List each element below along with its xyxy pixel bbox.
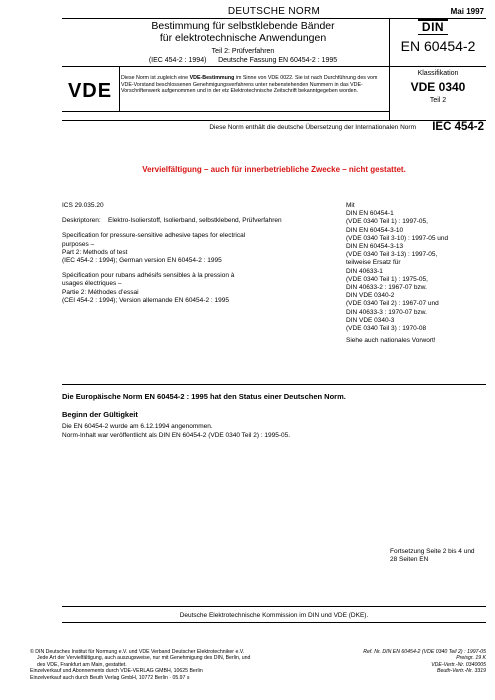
footer-line: des VDE, Frankfurt am Main, gestattet. xyxy=(37,661,127,668)
title-part: Teil 2: Prüfverfahren xyxy=(211,48,275,55)
section-divider xyxy=(62,384,486,385)
footer-line: © DIN Deutsches Institut für Normung e.V. und VDE Verband Deutscher Elektrotechniker e.V. xyxy=(30,649,245,655)
footer-ref-line: Ref. Nr. DIN EN 60454-2 (VDE 0340 Teil 2) : 1997-05 xyxy=(363,649,486,655)
validity-section xyxy=(62,410,486,440)
vde-logo-text: VDE xyxy=(67,80,113,102)
title-line-2: für elektrotechnische Anwendungen xyxy=(159,32,327,44)
replacement-line: (VDE 0340 Teil 1) : 1997-05, xyxy=(346,218,428,226)
continuation-note xyxy=(390,548,486,564)
replacement-line: DIN EN 60454-3-13 xyxy=(346,243,404,251)
french-title-line: usages électriques – xyxy=(62,280,122,288)
validity-line-1: Die EN 60454-2 wurde am 6.12.1994 angenommen. xyxy=(62,423,213,430)
national-foreword-note: Siehe auch nationales Vorwort! xyxy=(346,337,436,345)
din-logo xyxy=(418,20,448,34)
copyright-footer xyxy=(30,649,320,681)
replacement-line: (VDE 0340 Teil 1) : 1975-05, xyxy=(346,275,428,283)
notice-bold: VDE-Bestimmung xyxy=(189,75,235,81)
french-title xyxy=(62,272,334,305)
french-title-line: Spécification pour rubans adhésifs sensibles à la pression à xyxy=(62,272,235,280)
footer-ref-line: VDE-Vertr.-Nr. 0340005 xyxy=(431,661,486,668)
document-number: EN 60454-2 xyxy=(400,38,476,54)
norm-type-label: DEUTSCHE NORM xyxy=(227,6,321,17)
english-title-line: Specification for pressure-sensitive adhesive tapes for electrical xyxy=(62,232,246,240)
classification-number: VDE 0340 xyxy=(410,80,466,94)
replacement-line: DIN VDE 0340-2 xyxy=(346,292,395,300)
descriptors-value: Elektro-Isolierstoff, Isolierband, selbstklebend, Prüfverfahren xyxy=(108,217,282,225)
header-divider-left xyxy=(119,66,120,111)
header-divider-mid xyxy=(62,66,486,67)
replacement-line: Mit xyxy=(346,202,355,209)
english-title-line: Part 2: Methods of test xyxy=(62,248,128,256)
replacement-line: DIN 40633-1 xyxy=(346,267,383,275)
commission-bottom-rule xyxy=(62,622,486,623)
din-logo-text: DIN xyxy=(421,20,445,34)
english-title xyxy=(62,232,334,265)
commission-top-rule xyxy=(62,606,486,607)
footer-line: Jede Art der Vervielfältigung, auch auszugsweise, nur mit Genehmigung des DIN, Berlin, und xyxy=(37,655,251,662)
din-logo-bottom-bar xyxy=(418,34,448,36)
replacement-info xyxy=(346,202,486,345)
continuation-line-1: Fortsetzung Seite 2 bis 4 und xyxy=(390,548,475,555)
validity-line-2: Norm-Inhalt war veröffentlicht als DIN EN 60454-2 (VDE 0340 Teil 2) : 1995-05. xyxy=(62,432,291,439)
classification-label: Klassifikation xyxy=(417,70,459,77)
classification-teil: Teil 2 xyxy=(429,97,447,104)
iec-text: Diese Norm enthält die deutsche Übersetzung der Internationalen Norm xyxy=(209,124,416,131)
vde-logo xyxy=(62,73,118,107)
ics-code: ICS 29.035.20 xyxy=(62,202,104,209)
notice-pre: Diese Norm ist zugleich eine xyxy=(121,75,190,81)
footer-ref-line: Beuth-Vertr.-Nr. 3319 xyxy=(436,668,486,675)
replacement-line: (VDE 0340 Teil 3-10) : 1997-05 und xyxy=(346,234,449,242)
replacement-line: (VDE 0340 Teil 2) : 1967-07 und xyxy=(346,300,439,308)
document-title xyxy=(100,20,386,65)
english-title-line: purposes – xyxy=(62,240,95,248)
reference-footer xyxy=(330,649,486,675)
replacement-line: (VDE 0340 Teil 3-13) : 1997-05, xyxy=(346,251,438,259)
issue-date: Mai 1997 xyxy=(450,7,484,16)
din-logo-top-bar xyxy=(418,19,448,21)
footer-ref-line: Preisgr. 19 K xyxy=(456,655,486,662)
header-divider-bottom xyxy=(62,111,389,112)
replacement-line: DIN VDE 0340-3 xyxy=(346,316,395,324)
iec-reference xyxy=(62,120,486,136)
left-column xyxy=(62,202,334,312)
replacement-line: DIN 40633-3 : 1970-07 bzw. xyxy=(346,308,427,316)
replacement-line: DIN EN 60454-3-10 xyxy=(346,226,404,234)
title-reference: (IEC 454-2 : 1994) Deutsche Fassung EN 60454-2 : 1995 xyxy=(148,57,338,64)
top-band xyxy=(62,6,486,19)
title-line-1: Bestimmung für selbstklebende Bänder xyxy=(151,20,335,32)
copy-warning: Vervielfältigung – auch für innerbetriebliche Zwecke – nicht gestattet. xyxy=(142,165,406,174)
english-title-line: (IEC 454-2 : 1994); German version EN 60454-2 : 1995 xyxy=(62,257,222,265)
iec-number: IEC 454-2 xyxy=(432,121,484,133)
descriptors-label: Deskriptoren: xyxy=(62,217,101,225)
replacement-line: DIN EN 60454-1 xyxy=(346,210,394,218)
validity-heading: Beginn der Gültigkeit xyxy=(62,410,138,419)
replacement-line: teilweise Ersatz für xyxy=(346,259,401,267)
french-title-line: (CEI 454-2 : 1994); Version allemande EN 60454-2 : 1995 xyxy=(62,296,229,304)
vde-notice xyxy=(121,75,383,95)
status-statement: Die Europäische Norm EN 60454-2 : 1995 hat den Status einer Deutschen Norm. xyxy=(62,392,346,401)
replacement-line: DIN 40633-2 : 1967-07 bzw. xyxy=(346,284,427,292)
notice-post: im Sinne von VDE 0022. Sie ist nach Durchführung des vom VDE-Vorstand beschlossenen Genehmigungsverfahrens unter nebenstehenden Nummern in das VDE-Vorschriftenwerk aufgenommen und in der etz Elektrotechnische Zeitschrift bekanntgegeben worden. xyxy=(121,75,378,95)
classification-box xyxy=(390,69,486,105)
footer-line: Einzelverkauf auch durch Beuth Verlag GmbH, 10772 Berlin · 05.97 s xyxy=(30,674,190,681)
replacement-line: (VDE 0340 Teil 3) : 1970-08 xyxy=(346,325,427,333)
descriptors xyxy=(62,217,334,225)
french-title-line: Partie 2: Méthodes d’essai xyxy=(62,288,139,296)
commission-line: Deutsche Elektrotechnische Kommission im DIN und VDE (DKE). xyxy=(179,612,369,619)
continuation-line-2: 28 Seiten EN xyxy=(390,556,429,564)
footer-line: Einzelverkauf und Abonnements durch VDE-VERLAG GMBH, 10625 Berlin xyxy=(30,668,203,675)
